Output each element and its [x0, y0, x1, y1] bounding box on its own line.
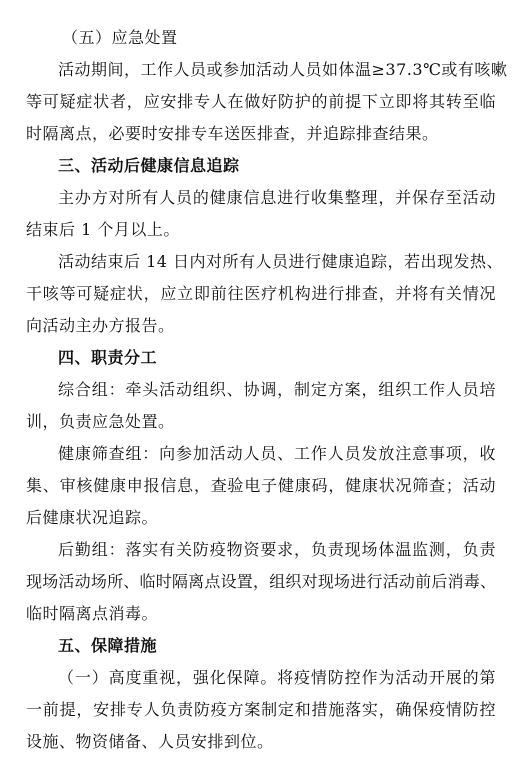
- paragraph-line: 主办方对所有人员的健康信息进行收集整理，并保存至活动: [58, 188, 496, 207]
- paragraph-line: 设施、物资储备、人员安排到位。: [26, 732, 274, 751]
- paragraph-line: 训，负责应急处置。: [26, 412, 175, 431]
- section-heading-safeguards: 五、保障措施: [58, 636, 158, 655]
- paragraph-line: 时隔离点，必要时安排专车送医排查，并追踪排查结果。: [26, 124, 439, 143]
- paragraph-line: 向活动主办方报告。: [26, 316, 175, 335]
- paragraph-line: 后健康状况追踪。: [26, 508, 159, 527]
- paragraph-line: 活动结束后 14 日内对所有人员进行健康追踪，若出现发热、: [58, 252, 504, 271]
- paragraph-line: 现场活动场所、临时隔离点设置，组织对现场进行活动前后消毒、: [26, 572, 496, 591]
- paragraph-line: 综合组：牵头活动组织、协调，制定方案，组织工作人员培: [58, 380, 496, 399]
- section-heading-health-tracking: 三、活动后健康信息追踪: [58, 156, 240, 175]
- paragraph-line: 干咳等可疑症状，应立即前往医疗机构进行排查，并将有关情况: [26, 284, 496, 303]
- paragraph-line: 后勤组：落实有关防疫物资要求，负责现场体温监测，负责: [58, 540, 496, 559]
- paragraph-line: 活动期间，工作人员或参加活动人员如体温≥37.3℃或有咳嗽: [58, 60, 508, 79]
- paragraph-line: 健康筛查组：向参加活动人员、工作人员发放注意事项，收: [58, 444, 496, 463]
- paragraph-line: 一前提，安排专人负责防疫方案制定和措施落实，确保疫情防控: [26, 700, 496, 719]
- paragraph-line: 集、审核健康申报信息，查验电子健康码，健康状况筛查；活动: [26, 476, 496, 495]
- subsection-heading-emergency: （五）应急处置: [62, 28, 178, 47]
- paragraph-line: （一）高度重视，强化保障。将疫情防控作为活动开展的第: [58, 668, 496, 687]
- paragraph-line: 临时隔离点消毒。: [26, 604, 159, 623]
- paragraph-line: 结束后 1 个月以上。: [26, 220, 180, 239]
- paragraph-line: 等可疑症状者，应安排专人在做好防护的前提下立即将其转至临: [26, 92, 496, 111]
- section-heading-responsibilities: 四、职责分工: [58, 348, 158, 367]
